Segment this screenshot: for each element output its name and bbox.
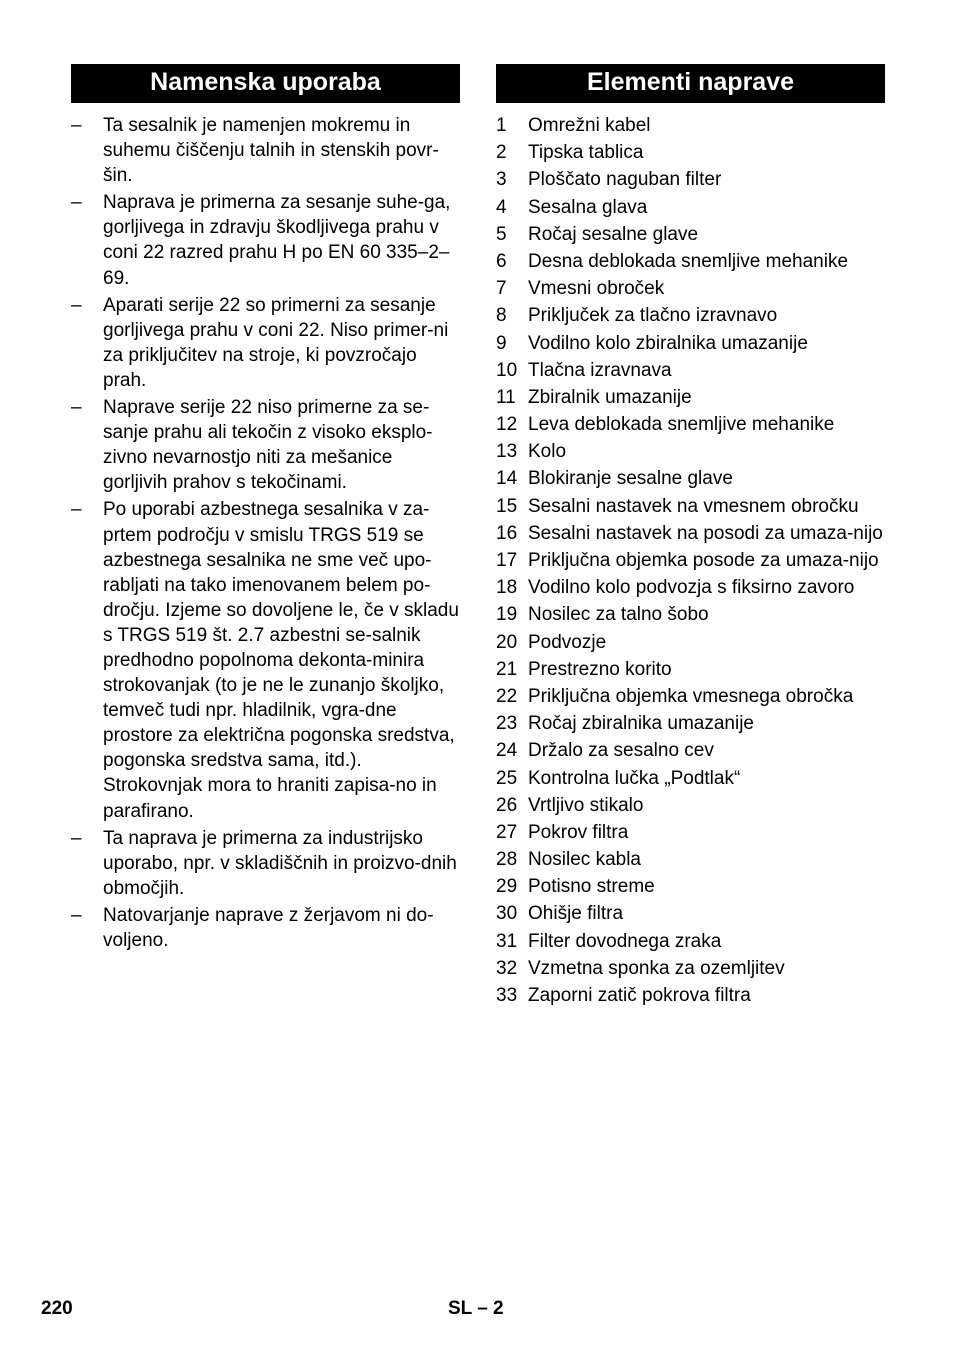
device-element-number: 20: [496, 631, 518, 653]
device-element-number: 1: [496, 115, 507, 136]
device-element-label: Prestrezno korito: [528, 658, 672, 680]
device-element-item: [496, 276, 885, 301]
intended-use-item: [71, 497, 460, 823]
device-element-item: [496, 385, 885, 410]
intended-use-item-text: Natovarjanje naprave z žerjavom ni do-voljeno.: [103, 904, 434, 951]
device-element-number: 9: [496, 332, 507, 354]
device-element-item: [496, 956, 885, 981]
intended-use-item: [71, 293, 460, 393]
intended-use-item-text: Ta naprava je primerna za industrijsko uporabo, npr. v skladiščnih in proizvo-dnih območjih.: [103, 827, 457, 899]
device-element-label: Tipska tablica: [528, 142, 644, 164]
device-element-number: 13: [496, 441, 518, 463]
device-element-number: 31: [496, 930, 518, 952]
device-element-label: Filter dovodnega zraka: [528, 930, 722, 952]
device-element-number: 26: [496, 794, 518, 816]
device-element-number: 16: [496, 522, 518, 544]
device-element-item: [496, 575, 885, 600]
device-element-number: 5: [496, 223, 507, 245]
device-element-number: 29: [496, 876, 518, 898]
device-element-item: [496, 412, 885, 437]
device-element-item: [496, 602, 885, 627]
device-element-item: [496, 466, 885, 491]
device-element-label: Podvozje: [528, 631, 607, 653]
device-element-label: Zaporni zatič pokrova filtra: [528, 985, 751, 1006]
intended-use-list: [71, 113, 460, 953]
dash-bullet: –: [71, 192, 82, 214]
device-element-item: [496, 793, 885, 818]
device-element-number: 30: [496, 903, 518, 925]
device-element-label: Ohišje filtra: [528, 903, 624, 925]
device-element-label: Priključek za tlačno izravnavo: [528, 305, 778, 327]
device-element-item: [496, 167, 885, 192]
device-element-number: 27: [496, 821, 518, 843]
device-element-label: Ročaj sesalne glave: [528, 223, 699, 245]
intended-use-item-text: Aparati serije 22 so primerni za sesanje gorljivega prahu v coni 22. Niso primer-ni za priključitev na stroje, ki povzročajo prah.: [103, 294, 449, 391]
dash-bullet: –: [71, 294, 82, 316]
device-element-number: 6: [496, 250, 507, 272]
device-element-number: 14: [496, 468, 518, 490]
device-element-label: Kontrolna lučka „Podtlak“: [528, 767, 741, 789]
device-elements-heading: Elementi naprave: [496, 64, 885, 103]
intended-use-item-text: Naprave serije 22 niso primerne za se-sanje prahu ali tekočin z visoko eksplo-zivno nevarnostjo niti za mešanice gorljivih prahov s tekočinami.: [103, 397, 433, 494]
device-element-number: 12: [496, 414, 518, 436]
dash-bullet: –: [71, 827, 82, 849]
device-element-number: 19: [496, 604, 518, 626]
device-element-number: 2: [496, 142, 507, 164]
device-element-label: Sesalni nastavek na posodi za umaza-nijo: [528, 522, 883, 544]
device-element-item: [496, 630, 885, 655]
dash-bullet: –: [71, 499, 82, 521]
device-element-item: [496, 439, 885, 464]
intended-use-section: [71, 64, 460, 955]
device-element-number: 33: [496, 985, 518, 1006]
device-element-label: Potisno streme: [528, 876, 655, 898]
device-element-label: Vodilno kolo zbiralnika umazanije: [528, 332, 808, 354]
device-element-number: 28: [496, 849, 518, 871]
device-element-label: Ročaj zbiralnika umazanije: [528, 713, 754, 735]
device-element-number: 25: [496, 767, 518, 789]
device-element-item: [496, 711, 885, 736]
device-elements-list: [496, 113, 885, 1008]
device-element-item: [496, 847, 885, 872]
device-element-label: Blokiranje sesalne glave: [528, 468, 733, 490]
device-element-label: Kolo: [528, 441, 567, 463]
device-element-number: 11: [496, 386, 516, 408]
page-number: 220: [41, 1298, 73, 1319]
device-element-item: [496, 929, 885, 954]
device-element-number: 22: [496, 685, 518, 707]
device-element-label: Nosilec kabla: [528, 849, 641, 871]
device-element-item: [496, 331, 885, 356]
device-element-label: Zbiralnik umazanije: [528, 386, 692, 408]
intended-use-item: [71, 903, 460, 953]
device-element-label: Tlačna izravnava: [528, 359, 672, 381]
device-element-item: [496, 521, 885, 546]
device-element-number: 3: [496, 169, 507, 191]
intended-use-item: [71, 395, 460, 495]
device-element-number: 21: [496, 658, 518, 680]
device-element-item: [496, 222, 885, 247]
device-element-item: [496, 113, 885, 138]
device-element-number: 4: [496, 196, 507, 218]
device-element-label: Desna deblokada snemljive mehanike: [528, 250, 849, 272]
device-element-item: [496, 249, 885, 274]
device-element-number: 10: [496, 359, 518, 381]
intended-use-item-text: Naprava je primerna za sesanje suhe-ga, gorljivega in zdravju škodljivega prahu v coni 22 razred prahu H po EN 60 335–2–69.: [103, 192, 451, 289]
device-element-item: [496, 657, 885, 682]
device-element-item: [496, 738, 885, 763]
device-element-label: Sesalni nastavek na vmesnem obročku: [528, 495, 859, 517]
device-element-item: [496, 820, 885, 845]
device-element-label: Nosilec za talno šobo: [528, 604, 709, 626]
intended-use-item: [71, 113, 460, 188]
device-element-label: Sesalna glava: [528, 196, 648, 218]
device-element-item: [496, 983, 885, 1008]
device-element-number: 8: [496, 305, 507, 327]
dash-bullet: –: [71, 904, 82, 926]
device-element-number: 24: [496, 740, 518, 762]
device-element-label: Priključna objemka vmesnega obročka: [528, 685, 854, 707]
device-element-label: Priključna objemka posode za umaza-nijo: [528, 550, 879, 571]
device-element-label: Vrtljivo stikalo: [528, 794, 644, 816]
language-page-label: SL – 2: [448, 1298, 504, 1319]
device-element-label: Držalo za sesalno cev: [528, 740, 714, 762]
device-element-label: Vodilno kolo podvozja s fiksirno zavoro: [528, 577, 855, 599]
device-element-label: Pokrov filtra: [528, 821, 629, 843]
device-element-label: Ploščato naguban filter: [528, 169, 722, 191]
device-element-item: [496, 766, 885, 791]
device-element-number: 18: [496, 577, 518, 599]
device-element-item: [496, 874, 885, 899]
device-element-label: Vmesni obroček: [528, 278, 665, 300]
device-element-item: [496, 303, 885, 328]
device-element-item: [496, 901, 885, 926]
intended-use-item: [71, 826, 460, 901]
device-element-item: [496, 684, 885, 709]
device-element-number: 15: [496, 495, 518, 517]
device-element-item: [496, 548, 885, 573]
dash-bullet: –: [71, 397, 82, 419]
intended-use-item: [71, 190, 460, 290]
device-element-label: Omrežni kabel: [528, 115, 651, 136]
device-element-number: 17: [496, 550, 518, 571]
device-element-item: [496, 195, 885, 220]
device-element-label: Leva deblokada snemljive mehanike: [528, 414, 835, 436]
device-element-item: [496, 358, 885, 383]
device-element-number: 32: [496, 957, 518, 979]
dash-bullet: –: [71, 115, 82, 136]
device-element-number: 7: [496, 278, 507, 300]
device-element-item: [496, 494, 885, 519]
intended-use-item-text: Po uporabi azbestnega sesalnika v za-prtem področju v smislu TRGS 519 se azbestnega sesalnika ne sme več upo-rabljati na tako imenovanem belem po-dročju. Izjeme so dovoljene le, če v skladu s TRGS 519 št. 2.7 azbestni se-salnik predhodno popolnoma dekonta-minira strokovanjak (to je ne le zunanjo školjko, temveč tudi npr. hladilnik, vgra-dne prostore za električna pogonska sredstva, pogonska sredstva sama, itd.). Strokovnjak mora to hraniti zapisa-no in parafirano.: [103, 499, 459, 822]
device-element-number: 23: [496, 713, 518, 735]
intended-use-item-text: Ta sesalnik je namenjen mokremu in suhemu čiščenju talnih in stenskih povr-šin.: [103, 115, 439, 187]
device-element-item: [496, 140, 885, 165]
device-element-label: Vzmetna sponka za ozemljitev: [528, 957, 785, 979]
intended-use-heading: Namenska uporaba: [71, 64, 460, 103]
device-elements-section: [496, 64, 885, 1010]
